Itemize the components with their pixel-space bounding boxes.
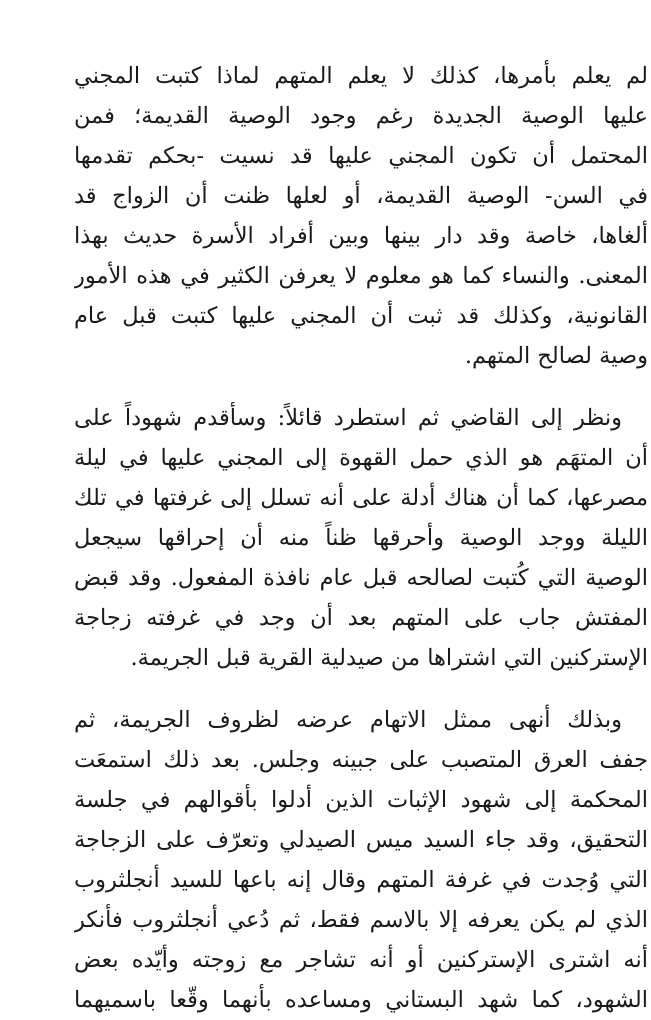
paragraph-gap [74, 376, 648, 398]
text-line: أنه اشترى الإستركنين أو أنه تشاجر مع زوجته وأيّده بعض [74, 947, 648, 973]
text-line: الشهود، كما شهد البستاني ومساعده بأنهما وقّعا باسميهما [74, 987, 648, 1013]
paragraph-2 [74, 398, 648, 678]
text-line: وصية لصالح المتهم. [464, 343, 648, 369]
text-line: جفف العرق المتصبب على جبينه وجلس. بعد ذلك استمعَت [74, 747, 648, 773]
text-line: الذي لم يكن يعرفه إلا بالاسم فقط، ثم دُعي أنجلثروب فأنكر [74, 907, 648, 933]
text-line: لم يعلم بأمرها، كذلك لا يعلم المتهم لماذا كتبت المجني [74, 63, 648, 89]
text-line: في السن- الوصية القديمة، أو لعلها ظنت أن الزواج قد [74, 183, 648, 209]
paragraph-1 [74, 56, 648, 376]
text-line: التي وُجدت في غرفة المتهم وقال إنه باعها للسيد أنجلثروب [74, 867, 648, 893]
text-line: عليها الوصية الجديدة رغم وجود الوصية القديمة؛ فمن [74, 103, 648, 129]
text-line: ونظر إلى القاضي ثم استطرد قائلاً: وسأقدم شهوداً على [74, 405, 622, 431]
text-line: ألغاها، خاصة وقد دار بينها وبين أفراد الأسرة حديث بهذا [74, 223, 648, 249]
text-line: مصرعها، كما أن هناك أدلة على أنه تسلل إلى غرفتها في تلك [74, 485, 648, 511]
paragraph-gap [74, 678, 648, 700]
text-line: أن المتهَم هو الذي حمل القهوة إلى المجني عليها في ليلة [74, 445, 648, 471]
paragraph-3 [74, 700, 648, 1020]
text-line: التحقيق، وقد جاء السيد ميس الصيدلي وتعرّف على الزجاجة [74, 827, 648, 853]
text-line: الليلة ووجد الوصية وأحرقها ظناً منه أن إحراقها سيجعل [74, 525, 648, 551]
text-line: القانونية، وكذلك قد ثبت أن المجني عليها كتبت قبل عام [74, 303, 648, 329]
text-line: المحكمة إلى شهود الإثبات الذين أدلوا بأقوالهم في جلسة [74, 787, 648, 813]
text-line: وبذلك أنهى ممثل الاتهام عرضه لظروف الجريمة، ثم [74, 707, 622, 733]
text-line: المعنى. والنساء كما هو معلوم لا يعرفن الكثير في هذه الأمور [74, 263, 648, 289]
text-line: المحتمل أن تكون المجني عليها قد نسيت -بحكم تقدمها [74, 143, 648, 169]
text-line: الوصية التي كُتبت لصالحه قبل عام نافذة المفعول. وقد قبض [74, 565, 648, 591]
text-line: الإستركنين التي اشتراها من صيدلية القرية قبل الجريمة. [130, 645, 648, 671]
book-page [74, 56, 648, 1020]
text-line: المفتش جاب على المتهم بعد أن وجد في غرفته زجاجة [74, 605, 648, 631]
